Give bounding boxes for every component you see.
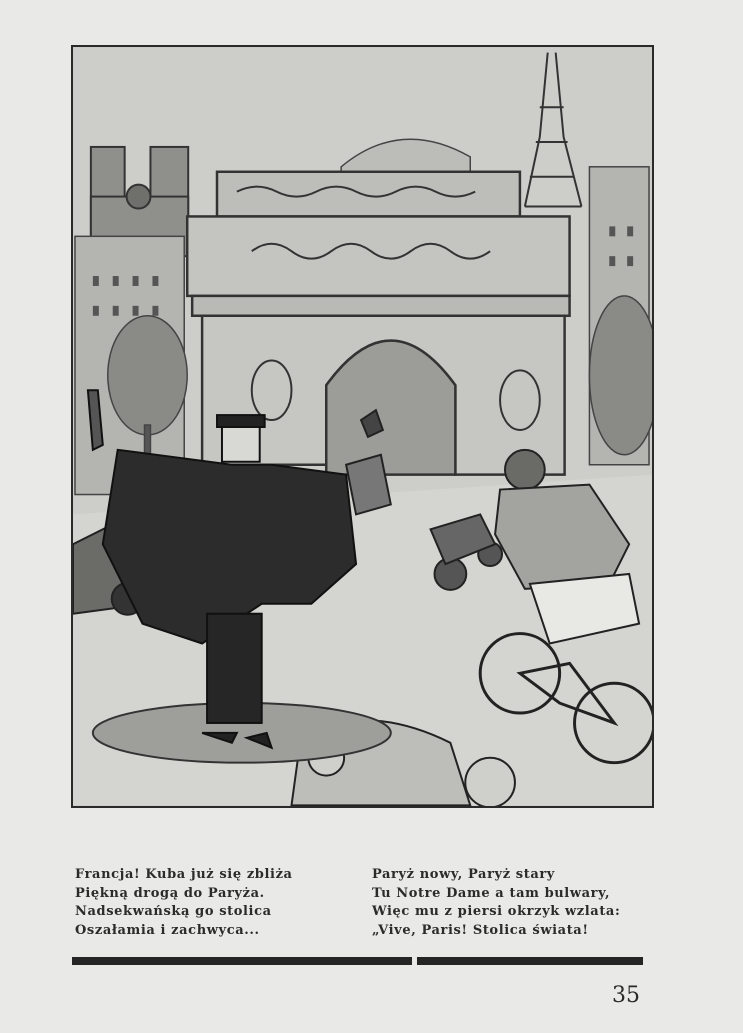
verse-line: Nadsekwańską go stolica <box>75 904 272 919</box>
verse-line: Tu Notre Dame a tam bulwary, <box>372 885 611 901</box>
illustration-panel <box>71 45 654 808</box>
verse-line: Paryż nowy, Paryż stary <box>372 867 555 882</box>
divider-rule <box>417 957 643 965</box>
verse-line: „Vive, Paris! Stolica świata! <box>372 922 589 938</box>
divider-rule <box>72 957 412 965</box>
paris-scene-drawing <box>73 47 652 806</box>
verse-line: Piękną drogą do Paryża. <box>75 885 265 901</box>
verse-left <box>75 866 345 940</box>
page-number: 35 <box>612 983 640 1008</box>
verse-right <box>372 866 652 940</box>
verse-line: Francja! Kuba już się zbliża <box>75 867 293 882</box>
verse-line: Więc mu z piersi okrzyk wzlata: <box>372 904 621 919</box>
verse-line: Oszałamia i zachwyca... <box>75 922 260 938</box>
